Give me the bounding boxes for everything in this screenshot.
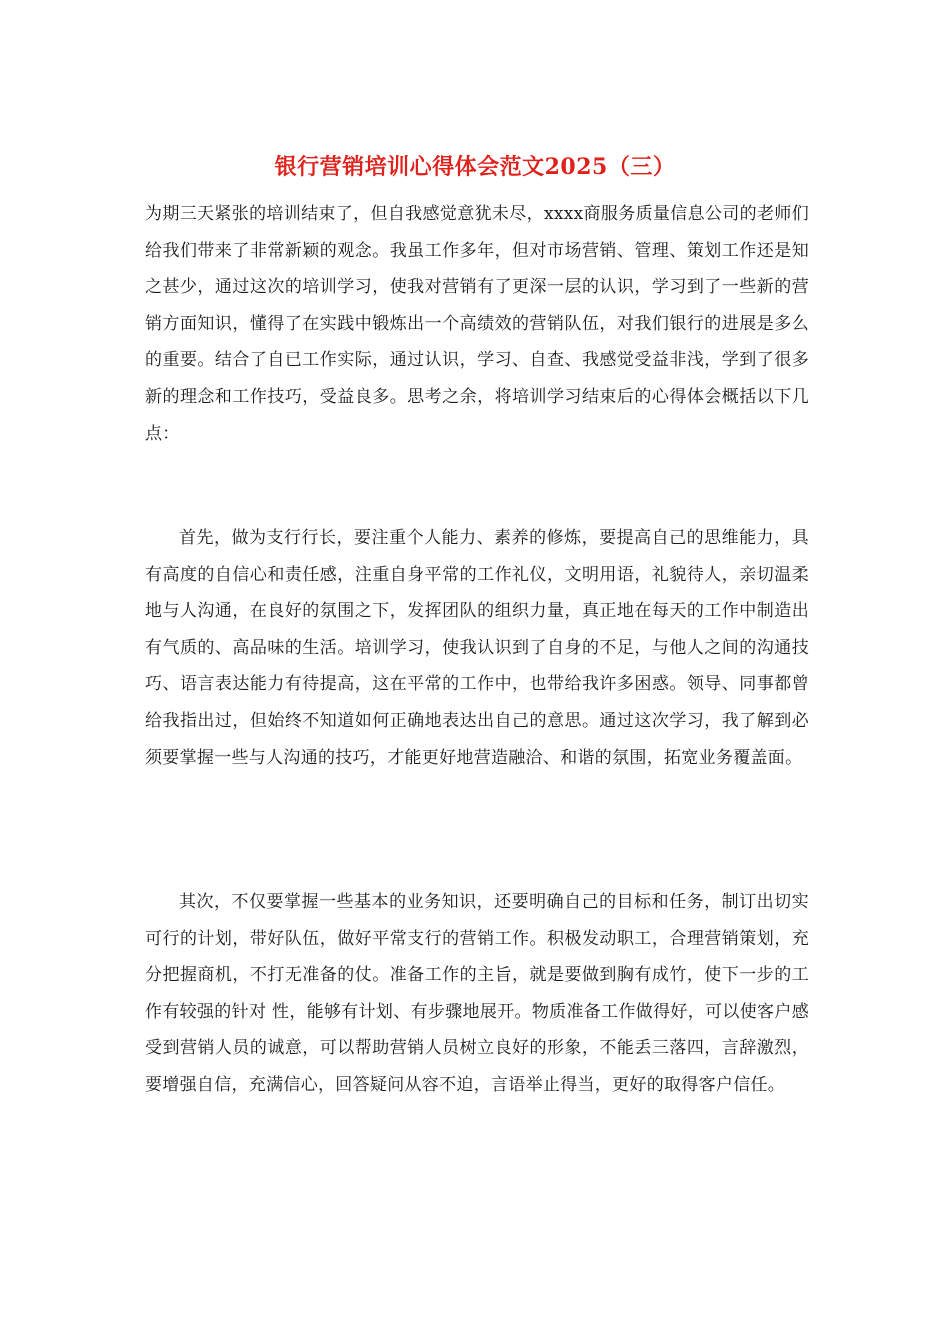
paragraph-second-point: 其次，不仅要掌握一些基本的业务知识，还要明确自己的目标和任务，制订出切实可行的计划，带好队伍，做好平常支行的营销工作。积极发动职工，合理营销策划，充分把握商机，不打无准备的仗。准备工作的主旨，就是要做到胸有成竹，使下一步的工作有较强的针对 性，能够有计划、有步骤地展开。物质准备工作做得好，可以使客户感受到营销人员的诚意，可以帮助营销人员树立良好的形象，不能丢三落四，言辞激烈，要增强自信，充满信心，回答疑问从容不迫，言语举止得当，更好的取得客户信任。: [145, 892, 809, 1095]
paragraph-first-point: 首先，做为支行行长，要注重个人能力、素养的修炼，要提高自己的思维能力，具有高度的自信心和责任感，注重自身平常的工作礼仪，文明用语，礼貌待人，亲切温柔地与人沟通，在良好的氛围之下，发挥团队的组织力量，真正地在每天的工作中制造出有气质的、高品味的生活。培训学习，使我认识到了自身的不足，与他人之间的沟通技巧、语言表达能力有待提高，这在平常的工作中，也带给我许多困惑。领导、同事都曾给我指出过，但始终不知道如何正确地表达出自己的意思。通过这次学习，我了解到必须要掌握一些与人沟通的技巧，才能更好地营造融洽、和谐的氛围，拓宽业务覆盖面。: [145, 528, 809, 768]
paragraph-intro: 为期三天紧张的培训结束了，但自我感觉意犹未尽，xxxx商服务质量信息公司的老师们给我们带来了非常新颖的观念。我虽工作多年，但对市场营销、管理、策划工作还是知之甚少，通过这次的培训学习，使我对营销有了更深一层的认识，学习到了一些新的营销方面知识，懂得了在实践中锻炼出一个高绩效的营销队伍，对我们银行的进展是多么的重要。结合了自已工作实际，通过认识，学习、自查、我感觉受益非浅，学到了很多新的理念和工作技巧，受益良多。思考之余，将培训学习结束后的心得体会概括以下几点：: [145, 204, 809, 444]
document-title: 银行营销培训心得体会范文2025（三）: [274, 154, 676, 180]
